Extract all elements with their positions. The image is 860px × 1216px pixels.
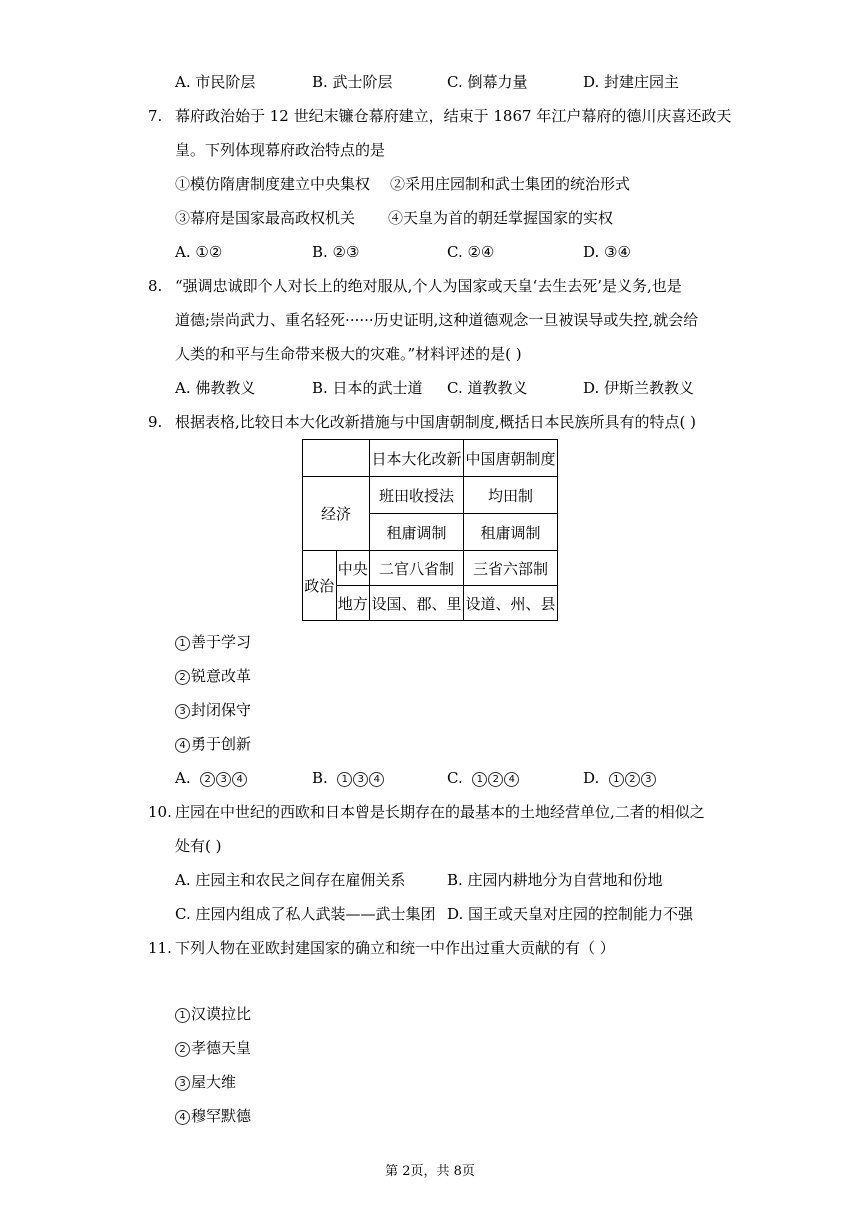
q10-stem-line2: 处有( ): [175, 837, 222, 855]
table-cell: 租庸调制: [370, 514, 464, 551]
q6-option-d: D. 封建庄园主: [583, 73, 680, 91]
q10-option-d: D. 国王或天皇对庄园的控制能力不强: [447, 905, 694, 923]
q7-option-a: A. ①②: [175, 243, 223, 261]
q10-stem-line1: 庄园在中世纪的西欧和日本曾是长期存在的最基本的土地经营单位,二者的相似之: [175, 803, 705, 821]
table-economy-label: 经济: [303, 477, 370, 551]
circled-number: 2: [175, 1042, 190, 1057]
q10-option-a: A. 庄园主和农民之间存在雇佣关系: [175, 871, 406, 889]
q6-option-a: A. 市民阶层: [175, 73, 256, 91]
q7-option-d: D. ③④: [583, 243, 631, 261]
table-cell: 班田收授法: [370, 477, 464, 514]
q8-stem-line1: “强调忠诚即个人对长上的绝对服从,个人为国家或天皇‘去生去死’是义务,也是: [175, 277, 682, 295]
q6-option-b: B. 武士阶层: [312, 73, 393, 91]
table-corner-cell: [303, 440, 370, 477]
q7-item-1: ①模仿隋唐制度建立中央集权: [175, 175, 371, 193]
table-local-label: 地方: [336, 586, 370, 621]
table-cell: 租庸调制: [464, 514, 558, 551]
q9-option-d: D. 1 2 3: [583, 767, 657, 789]
q8-stem-line3: 人类的和平与生命带来极大的灾难。”材料评述的是( ): [175, 345, 522, 363]
q7-stem-line1: 幕府政治始于 12 世纪末镰仓幕府建立，结束于 1867 年江户幕府的德川庆喜还政天: [175, 107, 732, 125]
q11-item-3: 3 屋大维: [175, 1071, 236, 1093]
q10-number: 10.: [148, 803, 172, 821]
table-cell: 二官八省制: [370, 551, 464, 586]
q6-option-c: C. 倒幕力量: [447, 73, 528, 91]
q8-option-c: C. 道教教义: [447, 379, 528, 397]
q8-option-d: D. 伊斯兰教教义: [583, 379, 695, 397]
table-header-china: 中国唐朝制度: [464, 440, 558, 477]
q9-option-b: B. 1 3 4: [312, 767, 385, 789]
q9-stem: 根据表格,比较日本大化改新措施与中国唐朝制度,概括日本民族所具有的特点( ): [175, 413, 697, 431]
q7-option-b: B. ②③: [312, 243, 360, 261]
q11-item-2: 2 孝德天皇: [175, 1037, 251, 1059]
circled-number: 1: [175, 1008, 190, 1023]
circled-number: 4: [175, 738, 190, 753]
q9-option-a: A. 2 3 4: [175, 767, 248, 789]
q8-option-b: B. 日本的武士道: [312, 379, 423, 397]
table-cell: 设道、州、县: [464, 586, 558, 621]
table-cell: 三省六部制: [464, 551, 558, 586]
q10-option-b: B. 庄园内耕地分为自营地和份地: [447, 871, 663, 889]
q11-stem: 下列人物在亚欧封建国家的确立和统一中作出过重大贡献的有（ ）: [175, 939, 615, 957]
q9-item-1: 1 善于学习: [175, 631, 251, 653]
q7-option-c: C. ②④: [447, 243, 495, 261]
q7-stem-line2: 皇。下列体现幕府政治特点的是: [175, 141, 386, 159]
q8-option-a: A. 佛教教义: [175, 379, 256, 397]
circled-number: 3: [175, 1076, 190, 1091]
q9-item-4: 4 勇于创新: [175, 733, 251, 755]
q7-item-4: ④天皇为首的朝廷掌握国家的实权: [388, 209, 614, 227]
circled-number: 4: [175, 1110, 190, 1125]
page-footer: 第 2页，共 8页: [385, 1164, 475, 1179]
q9-item-3: 3 封闭保守: [175, 699, 251, 721]
q10-option-c: C. 庄园内组成了私人武装——武士集团: [175, 905, 436, 923]
q7-number: 7.: [148, 107, 163, 125]
q11-item-4: 4 穆罕默德: [175, 1105, 251, 1127]
table-cell: 均田制: [464, 477, 558, 514]
q7-item-2: ②采用庄园制和武士集团的统治形式: [390, 175, 631, 193]
circled-number: 2: [175, 670, 190, 685]
table-central-label: 中央: [336, 551, 370, 586]
table-politics-label: 政治: [303, 551, 337, 621]
q11-item-1: 1 汉谟拉比: [175, 1003, 251, 1025]
circled-number: 3: [175, 704, 190, 719]
table-cell: 设国、郡、里: [370, 586, 464, 621]
circled-number: 1: [175, 636, 190, 651]
comparison-table: [302, 439, 558, 621]
q8-stem-line2: 道德;崇尚武力、重名轻死······历史证明,这种道德观念一旦被误导或失控,就会给: [175, 311, 699, 329]
q9-number: 9.: [148, 413, 163, 431]
q9-item-2: 2 锐意改革: [175, 665, 251, 687]
q7-item-3: ③幕府是国家最高政权机关: [175, 209, 356, 227]
q11-number: 11.: [148, 939, 172, 957]
q9-option-c: C. 1 2 4: [447, 767, 520, 789]
q8-number: 8.: [148, 277, 163, 295]
table-header-japan: 日本大化改新: [370, 440, 464, 477]
